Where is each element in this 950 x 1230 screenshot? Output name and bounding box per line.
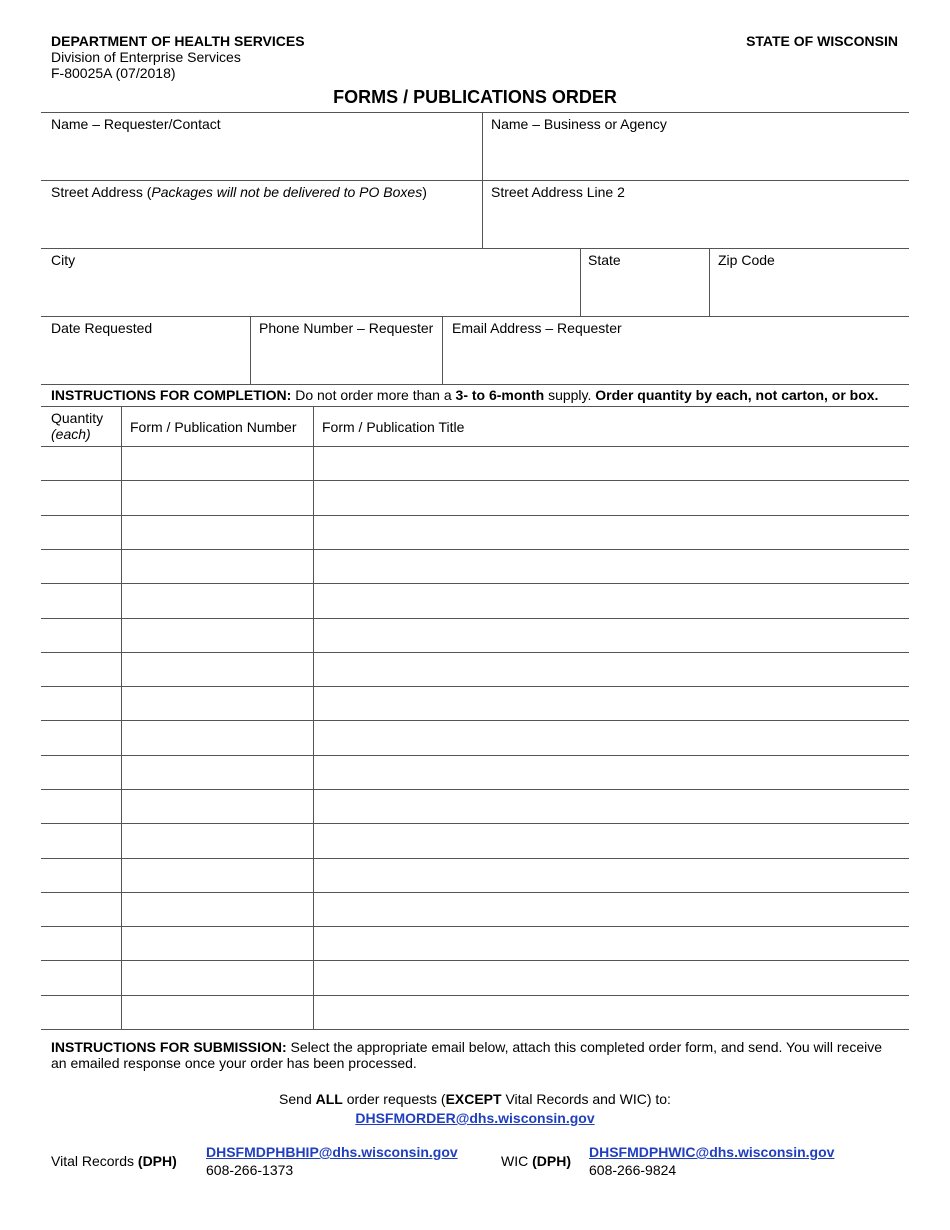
form-title-input[interactable] bbox=[314, 790, 909, 823]
grid-line bbox=[41, 180, 909, 181]
general-order-email-link[interactable]: DHSFMORDER@dhs.wisconsin.gov bbox=[355, 1110, 595, 1126]
quantity-input[interactable] bbox=[41, 790, 121, 823]
completion-instructions-lead: INSTRUCTIONS FOR COMPLETION: bbox=[51, 387, 292, 403]
wic-agency: (DPH) bbox=[532, 1153, 571, 1169]
email-input[interactable] bbox=[452, 344, 902, 378]
quantity-input[interactable] bbox=[41, 516, 121, 549]
business-name-input[interactable] bbox=[491, 140, 901, 174]
form-title: FORMS / PUBLICATIONS ORDER bbox=[333, 87, 617, 107]
street-address-label bbox=[51, 184, 427, 200]
zip-input[interactable] bbox=[718, 276, 902, 310]
send-text: Vital Records and WIC) to: bbox=[501, 1091, 671, 1107]
grid-line bbox=[41, 316, 909, 317]
quantity-input[interactable] bbox=[41, 550, 121, 583]
state-input[interactable] bbox=[588, 276, 702, 310]
grid-divider bbox=[250, 316, 251, 384]
state-label: State bbox=[588, 252, 621, 268]
quantity-rule: Order quantity by each, not carton, or box. bbox=[595, 387, 879, 403]
quantity-header-note: (each) bbox=[51, 426, 91, 442]
wic-label bbox=[501, 1153, 571, 1169]
street-address-label-text: Street Address ( bbox=[51, 184, 152, 200]
table-top-border bbox=[41, 406, 909, 407]
send-except: EXCEPT bbox=[445, 1091, 502, 1107]
zip-label: Zip Code bbox=[718, 252, 775, 268]
send-text: order requests ( bbox=[342, 1091, 446, 1107]
form-title-input[interactable] bbox=[314, 996, 909, 1029]
form-title-input[interactable] bbox=[314, 962, 909, 995]
vital-records-agency: (DPH) bbox=[137, 1153, 177, 1169]
send-all: ALL bbox=[315, 1091, 343, 1107]
wic-text: WIC bbox=[501, 1153, 533, 1169]
form-title-input[interactable] bbox=[314, 859, 909, 892]
form-number-input[interactable] bbox=[122, 996, 313, 1029]
vital-records-email-link[interactable]: DHSFMDPHBHIP@dhs.wisconsin.gov bbox=[206, 1144, 458, 1160]
form-number-header: Form / Publication Number bbox=[130, 419, 297, 435]
form-number-input[interactable] bbox=[122, 584, 313, 617]
form-title-header: Form / Publication Title bbox=[322, 419, 465, 435]
state-name: STATE OF WISCONSIN bbox=[746, 33, 898, 49]
form-title-input[interactable] bbox=[314, 584, 909, 617]
grid-line bbox=[41, 112, 909, 113]
quantity-header bbox=[51, 410, 103, 442]
quantity-input[interactable] bbox=[41, 447, 121, 480]
wic-contact bbox=[589, 1143, 834, 1179]
quantity-input[interactable] bbox=[41, 824, 121, 857]
vital-records-contact bbox=[206, 1143, 458, 1179]
form-number-input[interactable] bbox=[122, 927, 313, 960]
quantity-input[interactable] bbox=[41, 687, 121, 720]
form-number-input[interactable] bbox=[122, 824, 313, 857]
vital-records-label bbox=[51, 1153, 177, 1169]
form-title-input[interactable] bbox=[314, 550, 909, 583]
division-name: Division of Enterprise Services bbox=[51, 49, 241, 65]
form-title-input[interactable] bbox=[314, 619, 909, 652]
send-text: Send bbox=[279, 1091, 316, 1107]
quantity-input[interactable] bbox=[41, 996, 121, 1029]
form-title-input[interactable] bbox=[314, 447, 909, 480]
completion-instructions-text: supply. bbox=[544, 387, 596, 403]
form-title-input[interactable] bbox=[314, 653, 909, 686]
street-address-label-close: ) bbox=[422, 184, 427, 200]
form-title-input[interactable] bbox=[314, 721, 909, 754]
date-requested-label: Date Requested bbox=[51, 320, 153, 336]
quantity-input[interactable] bbox=[41, 859, 121, 892]
city-input[interactable] bbox=[51, 276, 571, 310]
phone-label: Phone Number – Requester bbox=[259, 320, 434, 336]
quantity-input[interactable] bbox=[41, 962, 121, 995]
department-name: DEPARTMENT OF HEALTH SERVICES bbox=[51, 33, 305, 49]
quantity-input[interactable] bbox=[41, 481, 121, 514]
grid-divider bbox=[482, 112, 483, 248]
quantity-input[interactable] bbox=[41, 893, 121, 926]
form-title-input[interactable] bbox=[314, 481, 909, 514]
form-title-input[interactable] bbox=[314, 893, 909, 926]
table-column-divider bbox=[121, 406, 122, 1029]
completion-instructions bbox=[51, 387, 878, 403]
street-address-note: Packages will not be delivered to PO Boxes bbox=[151, 184, 423, 200]
form-number-input[interactable] bbox=[122, 619, 313, 652]
form-number-input[interactable] bbox=[122, 756, 313, 789]
requester-name-input[interactable] bbox=[51, 140, 471, 174]
quantity-input[interactable] bbox=[41, 927, 121, 960]
grid-line bbox=[41, 384, 909, 385]
form-number-input[interactable] bbox=[122, 516, 313, 549]
quantity-input[interactable] bbox=[41, 584, 121, 617]
vital-records-phone: 608-266-1373 bbox=[206, 1162, 294, 1178]
submission-instructions bbox=[51, 1039, 891, 1071]
form-title-input[interactable] bbox=[314, 927, 909, 960]
form-title-input[interactable] bbox=[314, 756, 909, 789]
grid-divider bbox=[442, 316, 443, 384]
form-title-input[interactable] bbox=[314, 516, 909, 549]
phone-input[interactable] bbox=[259, 344, 435, 378]
table-column-divider bbox=[313, 406, 314, 1029]
form-number-input[interactable] bbox=[122, 893, 313, 926]
wic-phone: 608-266-9824 bbox=[589, 1162, 677, 1178]
form-number-input[interactable] bbox=[122, 962, 313, 995]
form-number-input[interactable] bbox=[122, 687, 313, 720]
requester-name-label: Name – Requester/Contact bbox=[51, 116, 221, 132]
grid-line bbox=[41, 248, 909, 249]
supply-duration: 3- to 6-month bbox=[455, 387, 545, 403]
form-number-input[interactable] bbox=[122, 481, 313, 514]
quantity-input[interactable] bbox=[41, 756, 121, 789]
table-row-border bbox=[41, 1029, 909, 1030]
grid-divider bbox=[709, 248, 710, 316]
date-requested-input[interactable] bbox=[51, 344, 241, 378]
send-instructions bbox=[0, 1090, 950, 1128]
quantity-input[interactable] bbox=[41, 721, 121, 754]
business-name-label: Name – Business or Agency bbox=[491, 116, 667, 132]
quantity-input[interactable] bbox=[41, 619, 121, 652]
form-id: F-80025A (07/2018) bbox=[51, 65, 176, 81]
city-label: City bbox=[51, 252, 76, 268]
form-title-input[interactable] bbox=[314, 824, 909, 857]
wic-email-link[interactable]: DHSFMDPHWIC@dhs.wisconsin.gov bbox=[589, 1144, 835, 1160]
completion-instructions-text: Do not order more than a bbox=[291, 387, 456, 403]
quantity-header-label: Quantity bbox=[51, 410, 104, 426]
vital-records-text: Vital Records bbox=[51, 1153, 138, 1169]
form-number-input[interactable] bbox=[122, 859, 313, 892]
form-number-input[interactable] bbox=[122, 721, 313, 754]
quantity-input[interactable] bbox=[41, 653, 121, 686]
form-number-input[interactable] bbox=[122, 790, 313, 823]
submission-instructions-text: Select the appropriate email below, attach this completed order form, and send. You will receive an emailed response once your order has been processed. bbox=[51, 1039, 883, 1071]
email-label: Email Address – Requester bbox=[452, 320, 622, 336]
submission-instructions-lead: INSTRUCTIONS FOR SUBMISSION: bbox=[51, 1039, 287, 1055]
form-number-input[interactable] bbox=[122, 550, 313, 583]
street-address-input[interactable] bbox=[51, 208, 471, 242]
street-address-2-input[interactable] bbox=[491, 208, 901, 242]
street-address-2-label: Street Address Line 2 bbox=[491, 184, 625, 200]
form-number-input[interactable] bbox=[122, 447, 313, 480]
grid-divider bbox=[580, 248, 581, 316]
send-instructions-text bbox=[0, 1090, 950, 1109]
agency-header bbox=[51, 33, 305, 81]
form-number-input[interactable] bbox=[122, 653, 313, 686]
form-title-input[interactable] bbox=[314, 687, 909, 720]
